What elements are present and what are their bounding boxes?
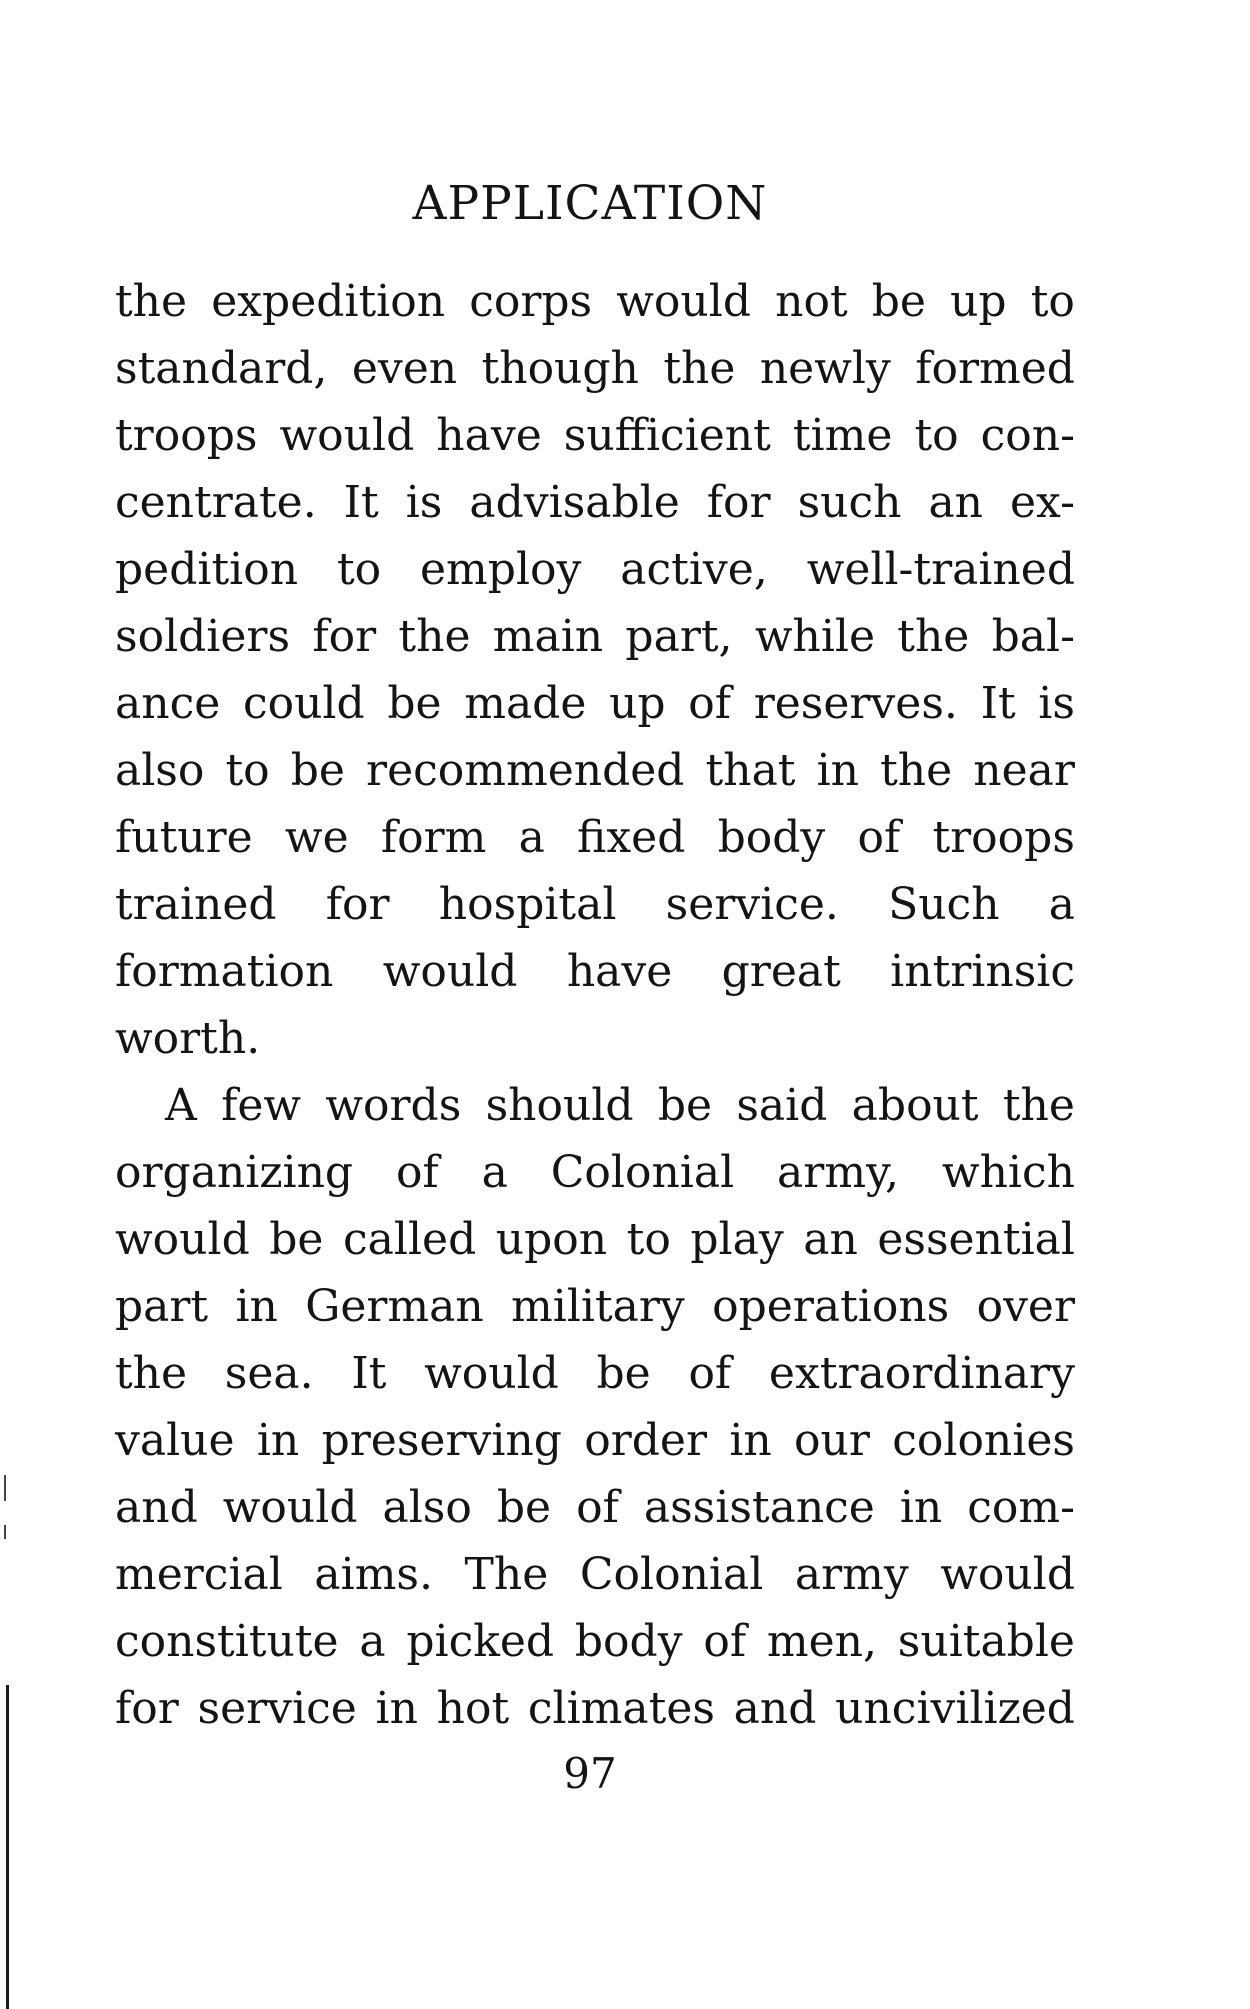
word: operations bbox=[712, 1281, 950, 1332]
text-line bbox=[115, 737, 1075, 804]
word: climates bbox=[527, 1683, 715, 1734]
word: would bbox=[616, 276, 751, 327]
word: be bbox=[269, 1214, 324, 1265]
word: in bbox=[375, 1683, 418, 1734]
word: would bbox=[222, 1482, 358, 1533]
word: hospital bbox=[438, 879, 617, 930]
word: aims. bbox=[314, 1549, 433, 1600]
word: intrinsic bbox=[890, 946, 1075, 997]
word: in bbox=[816, 745, 859, 796]
word: service. bbox=[665, 879, 839, 930]
word: the bbox=[398, 611, 471, 662]
word: uncivilized bbox=[835, 1683, 1075, 1734]
margin-speck bbox=[4, 1475, 6, 1501]
word: be bbox=[290, 745, 345, 796]
word: fixed bbox=[577, 812, 686, 863]
text-line bbox=[115, 469, 1075, 536]
word: suitable bbox=[897, 1616, 1075, 1667]
word: even bbox=[351, 343, 458, 394]
word: part bbox=[115, 1281, 209, 1332]
text-line bbox=[115, 268, 1075, 335]
word: worth. bbox=[115, 1013, 261, 1064]
word: Colonial bbox=[550, 1147, 735, 1198]
word: have bbox=[566, 946, 673, 997]
word: to bbox=[1030, 276, 1075, 327]
word: be bbox=[657, 1080, 713, 1131]
word: ex- bbox=[1010, 477, 1075, 528]
word: of bbox=[703, 1616, 747, 1667]
word: up bbox=[950, 276, 1007, 327]
word: The bbox=[464, 1549, 549, 1600]
word: extraordinary bbox=[768, 1348, 1075, 1399]
word: we bbox=[284, 812, 349, 863]
word: It bbox=[351, 1348, 387, 1399]
word: the bbox=[1002, 1080, 1075, 1131]
word: preserving bbox=[321, 1415, 562, 1466]
word: A bbox=[165, 1080, 197, 1131]
text-line bbox=[115, 402, 1075, 469]
word: also bbox=[382, 1482, 472, 1533]
word: of bbox=[857, 812, 901, 863]
word: It bbox=[343, 477, 379, 528]
word: reserves. bbox=[753, 678, 958, 729]
word: not bbox=[775, 276, 848, 327]
word: part, bbox=[625, 611, 733, 662]
word: employ bbox=[420, 544, 582, 595]
word: the bbox=[897, 611, 970, 662]
word: sea. bbox=[224, 1348, 314, 1399]
word: have bbox=[436, 410, 542, 461]
word: army, bbox=[777, 1147, 900, 1198]
word: body bbox=[717, 812, 826, 863]
word: form bbox=[380, 812, 487, 863]
word: said bbox=[736, 1080, 828, 1131]
word: com- bbox=[967, 1482, 1075, 1533]
word: play bbox=[690, 1214, 784, 1265]
word: such bbox=[797, 477, 902, 528]
text-line bbox=[115, 1474, 1075, 1541]
word: would bbox=[382, 946, 518, 997]
word: the bbox=[880, 745, 953, 796]
word: a bbox=[518, 812, 545, 863]
word: service bbox=[197, 1683, 357, 1734]
body-text bbox=[115, 268, 1075, 1742]
word: would bbox=[940, 1549, 1075, 1600]
word: active, bbox=[620, 544, 768, 595]
word: the bbox=[663, 343, 736, 394]
word: of bbox=[576, 1482, 619, 1533]
word: advisable bbox=[469, 477, 680, 528]
word: that bbox=[705, 745, 796, 796]
word: army bbox=[794, 1549, 909, 1600]
word: would bbox=[279, 410, 415, 461]
word: words bbox=[325, 1080, 462, 1131]
word: future bbox=[115, 812, 253, 863]
word: while bbox=[754, 611, 875, 662]
word: corps bbox=[469, 276, 593, 327]
word: German bbox=[305, 1281, 484, 1332]
word: hot bbox=[436, 1683, 510, 1734]
word: body bbox=[574, 1616, 683, 1667]
word: expedition bbox=[211, 276, 446, 327]
word: be bbox=[596, 1348, 651, 1399]
word: for bbox=[115, 1683, 179, 1734]
word: an bbox=[803, 1214, 858, 1265]
running-head: APPLICATION bbox=[412, 176, 768, 231]
word: though bbox=[481, 343, 639, 394]
word: essential bbox=[877, 1214, 1075, 1265]
word: upon bbox=[495, 1214, 608, 1265]
word: our bbox=[794, 1415, 870, 1466]
word: of bbox=[688, 678, 732, 729]
text-line bbox=[115, 1608, 1075, 1675]
word: mercial bbox=[115, 1549, 283, 1600]
word: near bbox=[973, 745, 1075, 796]
text-line bbox=[115, 804, 1075, 871]
word: Such bbox=[888, 879, 1000, 930]
text-line bbox=[115, 1407, 1075, 1474]
text-line bbox=[115, 1206, 1075, 1273]
margin-speck bbox=[4, 1525, 6, 1539]
text-line bbox=[115, 938, 1075, 1005]
word: for bbox=[325, 879, 390, 930]
word: organizing bbox=[115, 1147, 354, 1198]
word: few bbox=[221, 1080, 302, 1131]
word: formation bbox=[115, 946, 334, 997]
word: made bbox=[464, 678, 587, 729]
word: of bbox=[688, 1348, 732, 1399]
word: to bbox=[336, 544, 382, 595]
word: to bbox=[225, 745, 270, 796]
word: sufficient bbox=[563, 410, 771, 461]
word: troops bbox=[932, 812, 1075, 863]
page-number: 97 bbox=[563, 1749, 617, 1798]
word: a bbox=[1048, 879, 1075, 930]
word: in bbox=[235, 1281, 278, 1332]
text-line bbox=[115, 670, 1075, 737]
word: value bbox=[115, 1415, 235, 1466]
word: the bbox=[115, 276, 188, 327]
word: over bbox=[976, 1281, 1075, 1332]
word: an bbox=[928, 477, 984, 528]
word: for bbox=[706, 477, 771, 528]
word: time bbox=[792, 410, 893, 461]
word: formed bbox=[915, 343, 1075, 394]
word: and bbox=[733, 1683, 817, 1734]
word: troops bbox=[115, 410, 258, 461]
word: be bbox=[871, 276, 926, 327]
word: about bbox=[851, 1080, 979, 1131]
word: in bbox=[729, 1415, 772, 1466]
word: the bbox=[115, 1348, 188, 1399]
word: be bbox=[387, 678, 442, 729]
word: which bbox=[941, 1147, 1075, 1198]
text-line bbox=[115, 1005, 1075, 1072]
word: recommended bbox=[366, 745, 685, 796]
word: Colonial bbox=[579, 1549, 764, 1600]
word: and bbox=[115, 1482, 198, 1533]
text-line bbox=[115, 1340, 1075, 1407]
word: great bbox=[721, 946, 841, 997]
word: a bbox=[359, 1616, 386, 1667]
word: centrate. bbox=[115, 477, 317, 528]
word: should bbox=[485, 1080, 634, 1131]
word: picked bbox=[406, 1616, 555, 1667]
margin-rule bbox=[6, 1685, 9, 2009]
word: soldiers bbox=[115, 611, 291, 662]
word: up bbox=[609, 678, 666, 729]
word: to bbox=[914, 410, 959, 461]
word: men, bbox=[766, 1616, 877, 1667]
word: is bbox=[405, 477, 443, 528]
word: of bbox=[395, 1147, 439, 1198]
word: colonies bbox=[892, 1415, 1075, 1466]
word: in bbox=[899, 1482, 943, 1533]
word: military bbox=[511, 1281, 685, 1332]
word: be bbox=[496, 1482, 552, 1533]
word: order bbox=[584, 1415, 707, 1466]
word: newly bbox=[759, 343, 891, 394]
text-line bbox=[115, 335, 1075, 402]
text-line bbox=[115, 536, 1075, 603]
word: main bbox=[492, 611, 604, 662]
word: called bbox=[343, 1214, 477, 1265]
text-line bbox=[115, 1675, 1075, 1742]
word: to bbox=[626, 1214, 671, 1265]
word: also bbox=[115, 745, 205, 796]
word: could bbox=[242, 678, 365, 729]
text-line bbox=[115, 1072, 1075, 1139]
word: standard, bbox=[115, 343, 328, 394]
word: is bbox=[1038, 678, 1075, 729]
word: for bbox=[312, 611, 377, 662]
word: trained bbox=[115, 879, 277, 930]
word: a bbox=[481, 1147, 508, 1198]
word: con- bbox=[980, 410, 1075, 461]
word: would bbox=[424, 1348, 559, 1399]
word: well-trained bbox=[806, 544, 1075, 595]
word: would bbox=[115, 1214, 250, 1265]
text-line bbox=[115, 1139, 1075, 1206]
text-line bbox=[115, 603, 1075, 670]
word: ance bbox=[115, 678, 221, 729]
word: It bbox=[980, 678, 1016, 729]
word: bal- bbox=[991, 611, 1075, 662]
word: in bbox=[256, 1415, 300, 1466]
word: pedition bbox=[115, 544, 299, 595]
word: assistance bbox=[643, 1482, 875, 1533]
text-line bbox=[115, 1273, 1075, 1340]
text-line bbox=[115, 871, 1075, 938]
text-line bbox=[115, 1541, 1075, 1608]
word: constitute bbox=[115, 1616, 339, 1667]
